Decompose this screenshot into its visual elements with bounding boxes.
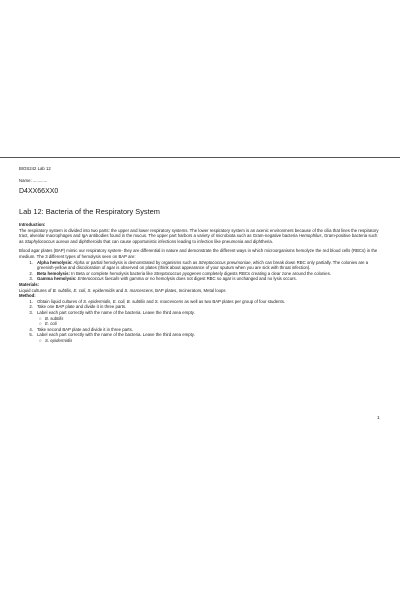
list-item-text [37, 260, 381, 271]
document-body [19, 222, 381, 343]
step-number: 2. [29, 304, 33, 310]
item-text: , which can break down RBC only partially. The colonies are a greenish-yellow and discoloration of agar is observed on plates (think about appearance of your sputum when you are sick with throat infection). [37, 259, 369, 271]
intro-text: , Gram-positive bacteria such as [19, 233, 378, 244]
bullet-item [39, 337, 381, 344]
list-item-text [37, 276, 381, 282]
page-number: 1 [377, 416, 380, 421]
materials-plain: and [114, 287, 125, 293]
introduction-heading: Introduction: [19, 222, 46, 227]
bullet-text: E. coli [45, 321, 57, 327]
course-label: BIOS242 Lab 12 [19, 166, 51, 171]
bullet-icon: ○ [39, 321, 42, 327]
intro-text: and diphtheroids that can cause opportunistic infections leading to infection like pneumonia and diphtheria. [69, 238, 273, 244]
item-label: Alpha hemolysis: [37, 259, 73, 265]
materials-plain: Liquid cultures of [19, 287, 53, 293]
item-italic: Streptococcus pyogenes [154, 270, 202, 276]
step-number: 1. [29, 298, 33, 304]
materials-plain: , BAP plates, Incinerators, Metal loops [152, 287, 226, 293]
name-field: Name: ............ [19, 178, 48, 183]
method-heading: Method: [19, 293, 36, 299]
step-italic: S. marcescens [154, 298, 184, 304]
step-italic: S. epidermidis, E. coli, B. subtilis [83, 298, 146, 304]
materials-italic: S. marcescens [124, 287, 153, 293]
hemolysis-item [19, 276, 381, 282]
item-text: In Beta or complete hemolysis bacteria like [69, 270, 155, 276]
step-text: Take one BAP plate and divide it in three parts. [37, 304, 127, 310]
item-text: with gamma or no hemolysis does not digest RBC so agar is unchanged and no lysis occurs. [119, 276, 297, 282]
intro-text: The respiratory system is divided into two parts: the upper and lower respiratory systems. The lower respiratory system is an axenic environment because of the cilia that lines the respiratory tract, alveolar macrophages and IgA antibodies found in the mucus. The upper part harbors a variety of microbiota such as Gram-negative bacteria [19, 227, 379, 239]
document-title: Lab 12: Bacteria of the Respiratory System [19, 207, 160, 216]
intro-italic: Hemophilus [298, 233, 322, 239]
bullet-text: B. subtilis [45, 315, 64, 321]
step-plain: Obtain liquid cultures of [37, 298, 84, 304]
hemolysis-item [19, 260, 381, 271]
list-number: 3. [29, 276, 33, 282]
bullet-icon: ○ [39, 315, 42, 321]
bullet-text: S. epidermidis [45, 337, 73, 343]
student-code: D4XX66XX0 [19, 188, 59, 195]
item-text: Alpha or partial hemolysis is demonstrated by organisms such as [72, 259, 199, 265]
item-label: Gamma hemolysis: [37, 276, 77, 282]
step-number: 5. [29, 332, 33, 338]
item-italic: Streptococcus pneumoniae [198, 259, 251, 265]
item-text: completely digests RBCs creating a clear zone around the colonies. [201, 270, 332, 276]
step-text: Label each part correctly with the name of the bacteria. Leave the third area empty. [37, 332, 195, 338]
header-divider [0, 157, 400, 158]
step-plain: and [145, 298, 155, 304]
introduction-paragraph-2: Blood agar plates (BAP) mimic our respiratory system- they are differential in nature and demonstrate the different ways in which microorganisms hemolyze the red blood cells (RBCs) in the medium. The 3 different types of hemolysis seen on BAP are: [19, 248, 378, 259]
step-number: 4. [29, 326, 33, 332]
step-plain: as well as two BAP plates per group of four students. [183, 298, 286, 304]
step-number: 3. [29, 309, 33, 315]
intro-italic: Staphylococcus aureus [24, 238, 70, 244]
list-number: 1. [29, 259, 33, 265]
item-italic: Enterococcus faecalis [77, 276, 120, 282]
step-text: Label each part correctly with the name of the bacteria. Leave the third area empty. [37, 309, 195, 315]
materials-italic: B. subtilis, E. coli, S. epidermidis [52, 287, 115, 293]
introduction-paragraph-1 [19, 228, 381, 245]
step-text: Take second BAP plate and divide it in three parts. [37, 326, 133, 332]
list-number: 2. [29, 270, 33, 276]
materials-heading: Materials: [19, 281, 40, 287]
bullet-icon: ○ [39, 337, 42, 343]
item-label: Beta hemolysis: [37, 270, 70, 276]
